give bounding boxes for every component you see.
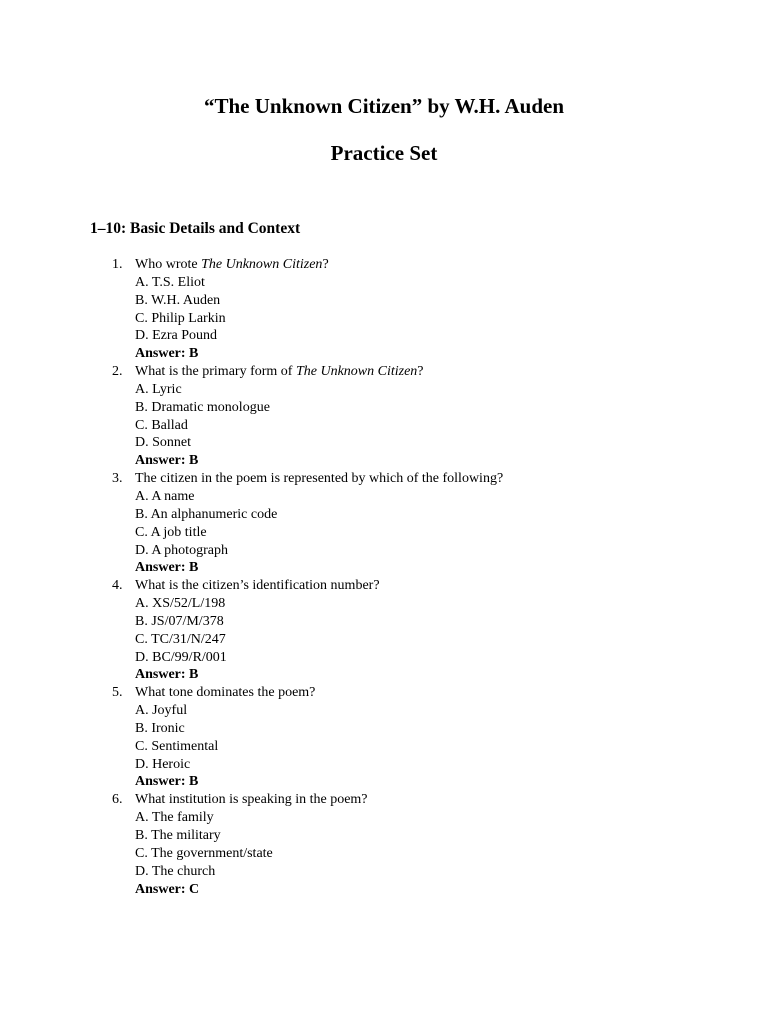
section-heading: 1–10: Basic Details and Context [90, 220, 301, 237]
question-text: What is the citizen’s identification number? [135, 578, 380, 594]
option-d: D. Heroic [135, 756, 191, 772]
question-number: 2. [112, 364, 123, 380]
option-c: C. TC/31/N/247 [135, 631, 226, 647]
question-number: 4. [112, 578, 123, 594]
option-list [0, 274, 277, 345]
question-number: 6. [112, 792, 123, 808]
question-prompt [0, 470, 504, 488]
question-prompt [0, 577, 380, 595]
option-b: B. JS/07/M/378 [135, 613, 224, 629]
question-prompt [0, 256, 329, 274]
question-prompt [0, 791, 368, 809]
question-6 [0, 791, 368, 898]
question-text: What institution is speaking in the poem? [135, 792, 368, 808]
option-list [0, 809, 277, 880]
document-subtitle: Practice Set [330, 141, 438, 165]
answer-key: Answer: B [135, 774, 199, 790]
option-d: D. Ezra Pound [135, 328, 218, 344]
option-list [0, 488, 277, 559]
question-2 [0, 363, 424, 470]
option-d: D. A photograph [135, 542, 228, 558]
option-list [0, 595, 277, 666]
answer-key: Answer: B [135, 560, 199, 576]
question-1 [0, 256, 329, 363]
option-list [0, 381, 277, 452]
option-a: A. T.S. Eliot [135, 274, 205, 290]
poem-title-italic: The Unknown Citizen [295, 364, 418, 380]
option-a: A. Joyful [135, 703, 188, 719]
option-b: B. Dramatic monologue [135, 399, 270, 415]
question-text: Who wrote The Unknown Citizen? [135, 257, 329, 272]
question-text: What is the primary form of The Unknown Citizen? [135, 364, 424, 380]
option-c: C. Ballad [135, 417, 188, 433]
question-number: 5. [112, 685, 123, 701]
option-b: B. The military [135, 828, 221, 843]
option-d: D. BC/99/R/001 [135, 649, 227, 665]
option-a: A. The family [135, 810, 214, 826]
option-c: C. The government/state [135, 845, 273, 861]
question-3 [0, 470, 504, 577]
option-a: A. Lyric [135, 381, 182, 397]
option-list [0, 702, 277, 773]
option-d: D. Sonnet [135, 435, 191, 451]
option-b: B. W.H. Auden [135, 292, 221, 308]
question-4 [0, 577, 380, 684]
answer-key: Answer: B [135, 667, 199, 683]
option-c: C. Philip Larkin [135, 310, 226, 326]
option-c: C. A job title [135, 524, 207, 540]
option-b: B. Ironic [135, 720, 185, 736]
question-number: 1. [112, 257, 123, 272]
question-5 [0, 684, 316, 791]
option-a: A. XS/52/L/198 [135, 596, 226, 612]
poem-title-italic: The Unknown Citizen [201, 257, 323, 272]
question-text: The citizen in the poem is represented by which of the following? [135, 471, 504, 487]
question-text: What tone dominates the poem? [135, 685, 316, 701]
answer-key: Answer: B [135, 453, 199, 469]
question-number: 3. [112, 471, 123, 487]
option-c: C. Sentimental [135, 738, 219, 754]
question-prompt [0, 684, 316, 702]
question-list [0, 256, 504, 898]
question-prompt [0, 363, 424, 381]
answer-key: Answer: B [135, 346, 199, 362]
option-a: A. A name [135, 488, 195, 504]
document-title: “The Unknown Citizen” by W.H. Auden [203, 94, 565, 118]
answer-key: Answer: C [135, 881, 200, 897]
option-b: B. An alphanumeric code [135, 506, 278, 522]
option-d: D. The church [135, 863, 216, 879]
